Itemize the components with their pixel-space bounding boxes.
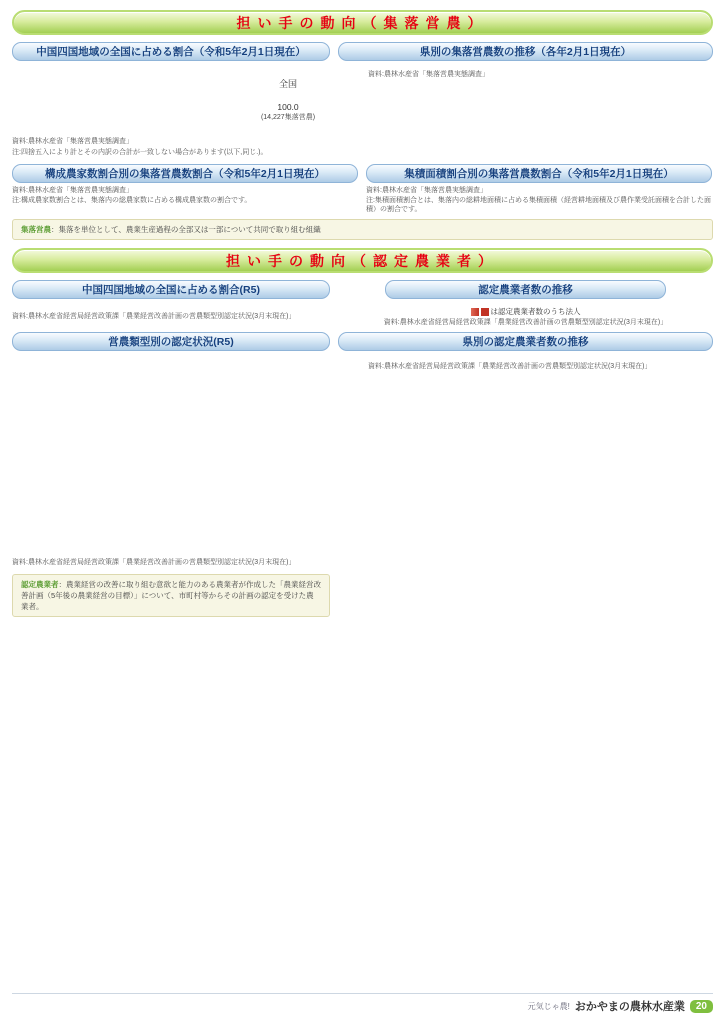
page-footer xyxy=(12,993,713,1014)
farmer-trend-title: 認定農業者数の推移 xyxy=(478,284,573,296)
farmer-share-panel xyxy=(12,280,330,328)
settlement-trend-header xyxy=(338,42,713,61)
settlement-share-national xyxy=(246,75,330,136)
integration-stacked-note: 注:集積面積割合とは、集落内の総耕地面積に占める集積面積（経営耕地面積及び農作業受託面積を合計した面積）の割合です。 xyxy=(366,197,711,213)
farm-type-header xyxy=(12,332,330,351)
settlement-share-note: 注:四捨五入により計とその内訳の合計が一致しない場合があります(以下,同じ.)。 xyxy=(12,148,268,156)
houjin-legend-chip-icon xyxy=(471,308,479,316)
composition-stacked-header xyxy=(12,164,358,183)
integration-stacked-header xyxy=(366,164,712,183)
settlement-definition xyxy=(12,219,713,240)
section1-top-row xyxy=(12,42,713,158)
integration-stacked-title: 集積面積割合別の集落営農数割合（令和5年2月1日現在） xyxy=(404,167,674,180)
section2-banner-title: 担い手の動向（認定農業者） xyxy=(226,252,499,269)
settlement-trend-title: 県別の集落営農数の推移（各年2月1日現在） xyxy=(419,46,632,58)
composition-stacked-panel xyxy=(12,164,358,215)
composition-stacked-note: 注:構成農家数割合とは、集落内の総農家数に占める構成農家数の割合です。 xyxy=(12,197,252,205)
farm-type-source: 資料:農林水産省経営局経営政策課「農業経営改善計画の営農類型別認定状況(3月末現在)」 xyxy=(12,558,296,566)
farmer-definition xyxy=(12,574,330,618)
farmer-trend-panel xyxy=(338,280,713,328)
section2-banner xyxy=(12,248,713,273)
national-value: 100.0 xyxy=(277,102,299,112)
composition-stacked-source: 資料:農林水産省「集落営農実態調査」 xyxy=(12,186,133,194)
settlement-share-chart xyxy=(12,75,330,136)
footer-page-number: 20 xyxy=(690,1000,713,1013)
settlement-share-source: 資料:農林水産省「集落営農実態調査」 xyxy=(12,138,133,145)
houjin-legend-text: は認定農業者数のうち法人 xyxy=(490,307,581,316)
farm-type-title: 営農類型別の認定状況(R5) xyxy=(108,335,234,348)
settlement-trend-source: 資料:農林水産省「集落営農実態調査」 xyxy=(368,71,489,78)
footer-title: おかやまの農林水産業 xyxy=(574,1001,685,1013)
farmer-pref-trend-source: 資料:農林水産省経営局経営政策課「農業経営改善計画の営農類型別認定状況(3月末現在)」 xyxy=(368,362,652,370)
settlement-share-title: 中国四国地域の全国に占める割合（令和5年2月1日現在） xyxy=(36,46,306,58)
settlement-definition-term: 集落営農 xyxy=(21,224,51,234)
farmer-share-header xyxy=(12,280,330,299)
stacked-row xyxy=(12,164,713,215)
farmer-definition-text: ：農業経営の改善に取り組む意欲と能力のある農業者が作成した「農業経営改善計画（5年後の農業経営の目標）」について、市町村等からその計画の認定を受けた農業者。 xyxy=(21,579,321,611)
settlement-share-header xyxy=(12,42,330,61)
section1-banner xyxy=(12,10,713,35)
houjin-legend-chip-icon xyxy=(481,308,489,316)
farmer-share-source: 資料:農林水産省経営局経営政策課「農業経営改善計画の営農類型別認定状況(3月末現在)」 xyxy=(12,313,296,320)
farmer-pref-trend-panel xyxy=(338,332,713,626)
houjin-legend xyxy=(338,306,713,317)
national-label: 全国 xyxy=(278,79,297,89)
settlement-share-plot xyxy=(12,75,246,136)
farm-type-panel xyxy=(12,332,330,626)
farmer-definition-term: 認定農業者 xyxy=(21,579,59,589)
farmer-pref-trend-title: 県別の認定農業者数の推移 xyxy=(462,335,589,348)
composition-stacked-title: 構成農家数割合別の集落営農数割合（令和5年2月1日現在） xyxy=(44,167,326,180)
settlement-share-panel xyxy=(12,42,330,158)
farm-type-donut-chart xyxy=(12,355,330,557)
settlement-definition-text: ：集落を単位として、農業生産過程の全部又は一部について共同で取り組む組織 xyxy=(51,224,321,234)
settlement-trend-panel xyxy=(338,42,713,158)
section2-bottom-row xyxy=(12,332,713,626)
integration-stacked-source: 資料:農林水産省「集落営農実態調査」 xyxy=(366,186,487,194)
footer-tagline: 元気じゃ農! xyxy=(527,1001,570,1011)
farmer-pref-trend-header xyxy=(338,332,713,351)
farmer-trend-source: 資料:農林水産省経営局経営政策課「農業経営改善計画の営農類型別認定状況(3月末現在)」 xyxy=(383,319,668,326)
national-detail: (14,227集落営農) xyxy=(260,114,316,121)
integration-stacked-panel xyxy=(366,164,712,215)
section1-banner-title: 担い手の動向（集落営農） xyxy=(236,14,489,31)
farmer-share-title: 中国四国地域の全国に占める割合(R5) xyxy=(82,284,260,296)
section2-top-row xyxy=(12,280,713,328)
farmer-trend-header xyxy=(385,280,666,299)
